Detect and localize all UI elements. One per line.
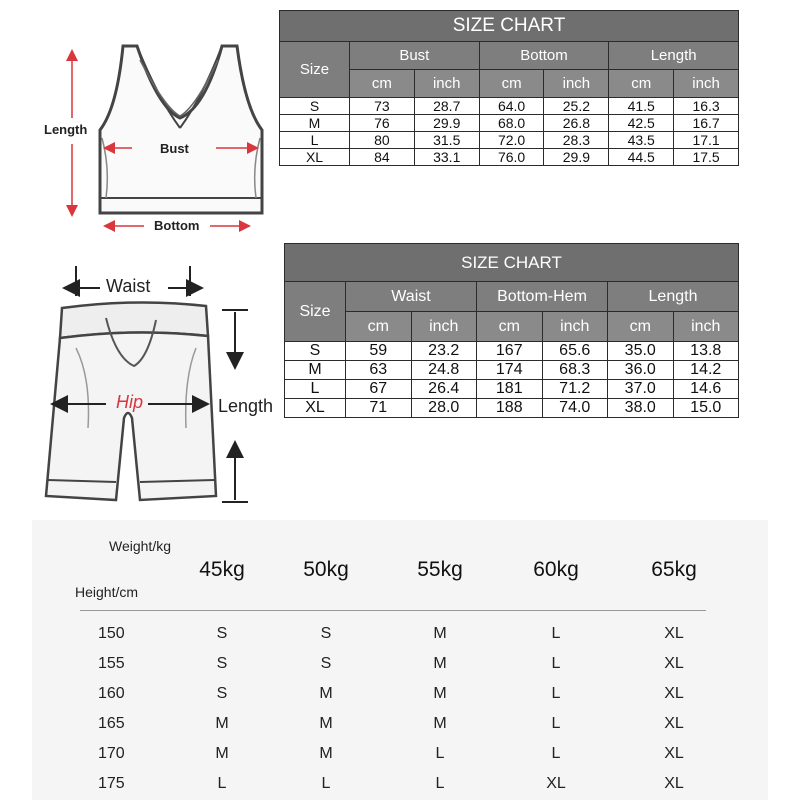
top-unit-header: cm bbox=[609, 70, 674, 98]
top-value-cell: 76.0 bbox=[479, 149, 544, 166]
bottom-size-cell: XL bbox=[285, 399, 346, 418]
height-cell: 160 bbox=[98, 685, 125, 702]
top-unit-header: cm bbox=[479, 70, 544, 98]
recommended-size-cell: S bbox=[216, 655, 228, 672]
top-value-cell: 72.0 bbox=[479, 132, 544, 149]
recommended-size-cell: M bbox=[319, 745, 333, 762]
bottom-table-row bbox=[285, 361, 739, 380]
bottom-size-table bbox=[284, 243, 739, 418]
bottom-size-cell: S bbox=[285, 342, 346, 361]
top-value-cell: 84 bbox=[350, 149, 415, 166]
shorts-diagram bbox=[36, 258, 286, 508]
bottom-table-row bbox=[285, 342, 739, 361]
shorts-hip-label: Hip bbox=[116, 392, 144, 412]
recommended-size-cell: XL bbox=[664, 745, 684, 762]
recommended-size-cell: L bbox=[321, 775, 331, 792]
weight-header: 45kg bbox=[199, 558, 245, 581]
bottom-value-cell: 67 bbox=[346, 380, 412, 399]
bottom-group-header: Length bbox=[608, 282, 739, 312]
bottom-table-row bbox=[285, 380, 739, 399]
bottom-value-cell: 63 bbox=[346, 361, 412, 380]
top-table-row bbox=[280, 149, 739, 166]
shorts-length-label: Length bbox=[218, 396, 274, 416]
top-size-cell: S bbox=[280, 98, 350, 115]
top-value-cell: 16.7 bbox=[674, 115, 739, 132]
bottom-unit-header: cm bbox=[346, 312, 412, 342]
top-value-cell: 43.5 bbox=[609, 132, 674, 149]
bottom-value-cell: 74.0 bbox=[542, 399, 608, 418]
recommended-size-cell: XL bbox=[664, 655, 684, 672]
bottom-table-title: SIZE CHART bbox=[285, 244, 739, 282]
recommended-size-cell: XL bbox=[664, 625, 684, 642]
top-table-row bbox=[280, 98, 739, 115]
grid-divider bbox=[80, 610, 706, 611]
recommended-size-cell: M bbox=[433, 655, 447, 672]
bottom-unit-header: cm bbox=[608, 312, 674, 342]
bottom-value-cell: 188 bbox=[477, 399, 543, 418]
recommended-size-cell: XL bbox=[664, 715, 684, 732]
top-unit-header: inch bbox=[414, 70, 479, 98]
bottom-value-cell: 174 bbox=[477, 361, 543, 380]
recommended-size-cell: M bbox=[433, 715, 447, 732]
top-value-cell: 26.8 bbox=[544, 115, 609, 132]
bottom-value-cell: 59 bbox=[346, 342, 412, 361]
recommended-size-cell: S bbox=[216, 685, 228, 702]
top-value-cell: 41.5 bbox=[609, 98, 674, 115]
top-value-cell: 64.0 bbox=[479, 98, 544, 115]
bottom-value-cell: 24.8 bbox=[411, 361, 477, 380]
bottom-value-cell: 68.3 bbox=[542, 361, 608, 380]
top-table-row bbox=[280, 115, 739, 132]
bottom-unit-header: inch bbox=[411, 312, 477, 342]
bottom-size-cell: M bbox=[285, 361, 346, 380]
recommended-size-cell: XL bbox=[546, 775, 566, 792]
height-cell: 165 bbox=[98, 715, 125, 732]
bottom-value-cell: 36.0 bbox=[608, 361, 674, 380]
top-unit-header: inch bbox=[674, 70, 739, 98]
bottom-unit-header: cm bbox=[477, 312, 543, 342]
weight-header: 60kg bbox=[533, 558, 579, 581]
recommended-size-cell: L bbox=[551, 745, 561, 762]
recommended-size-cell: M bbox=[215, 745, 229, 762]
top-table-row bbox=[280, 132, 739, 149]
recommended-size-cell: XL bbox=[664, 775, 684, 792]
recommended-size-cell: L bbox=[551, 625, 561, 642]
top-value-cell: 42.5 bbox=[609, 115, 674, 132]
top-unit-header: cm bbox=[350, 70, 415, 98]
recommended-size-cell: L bbox=[551, 685, 561, 702]
bra-bust-label: Bust bbox=[160, 141, 189, 156]
height-axis-label: Height/cm bbox=[75, 584, 139, 600]
top-value-cell: 28.3 bbox=[544, 132, 609, 149]
bottom-value-cell: 71.2 bbox=[542, 380, 608, 399]
bottom-size-header: Size bbox=[285, 282, 346, 342]
recommended-size-cell: XL bbox=[664, 685, 684, 702]
weight-header: 65kg bbox=[651, 558, 697, 581]
bottom-value-cell: 167 bbox=[477, 342, 543, 361]
weight-header: 55kg bbox=[417, 558, 463, 581]
bottom-value-cell: 26.4 bbox=[411, 380, 477, 399]
top-value-cell: 28.7 bbox=[414, 98, 479, 115]
recommended-size-cell: S bbox=[320, 625, 332, 642]
top-value-cell: 16.3 bbox=[674, 98, 739, 115]
height-cell: 155 bbox=[98, 655, 125, 672]
bottom-group-header: Waist bbox=[346, 282, 477, 312]
top-value-cell: 31.5 bbox=[414, 132, 479, 149]
bottom-unit-header: inch bbox=[542, 312, 608, 342]
shorts-outline bbox=[36, 258, 286, 508]
top-value-cell: 29.9 bbox=[544, 149, 609, 166]
top-size-table bbox=[279, 10, 739, 166]
weight-axis-label: Weight/kg bbox=[109, 538, 171, 554]
size-recommendation-grid bbox=[32, 520, 768, 800]
top-value-cell: 76 bbox=[350, 115, 415, 132]
bottom-value-cell: 14.2 bbox=[673, 361, 739, 380]
top-value-cell: 80 bbox=[350, 132, 415, 149]
height-cell: 175 bbox=[98, 775, 125, 792]
recommended-size-cell: M bbox=[319, 685, 333, 702]
top-size-header: Size bbox=[280, 42, 350, 98]
bottom-size-cell: L bbox=[285, 380, 346, 399]
bottom-value-cell: 23.2 bbox=[411, 342, 477, 361]
top-size-cell: L bbox=[280, 132, 350, 149]
top-size-cell: M bbox=[280, 115, 350, 132]
bottom-value-cell: 181 bbox=[477, 380, 543, 399]
top-group-header: Length bbox=[609, 42, 739, 70]
bottom-group-header: Bottom-Hem bbox=[477, 282, 608, 312]
top-value-cell: 44.5 bbox=[609, 149, 674, 166]
top-group-header: Bottom bbox=[479, 42, 609, 70]
recommended-size-cell: L bbox=[435, 745, 445, 762]
bra-bottom-label: Bottom bbox=[154, 218, 200, 233]
recommended-size-cell: M bbox=[215, 715, 229, 732]
top-value-cell: 73 bbox=[350, 98, 415, 115]
shorts-waist-label: Waist bbox=[106, 276, 151, 296]
bottom-value-cell: 65.6 bbox=[542, 342, 608, 361]
top-value-cell: 17.5 bbox=[674, 149, 739, 166]
bra-diagram bbox=[40, 38, 275, 238]
bottom-value-cell: 13.8 bbox=[673, 342, 739, 361]
height-cell: 150 bbox=[98, 625, 125, 642]
bottom-value-cell: 37.0 bbox=[608, 380, 674, 399]
bottom-value-cell: 15.0 bbox=[673, 399, 739, 418]
top-group-header: Bust bbox=[350, 42, 480, 70]
top-value-cell: 17.1 bbox=[674, 132, 739, 149]
bottom-table-row bbox=[285, 399, 739, 418]
bottom-value-cell: 28.0 bbox=[411, 399, 477, 418]
recommended-size-cell: L bbox=[551, 715, 561, 732]
top-value-cell: 33.1 bbox=[414, 149, 479, 166]
recommended-size-cell: M bbox=[433, 685, 447, 702]
recommended-size-cell: L bbox=[435, 775, 445, 792]
top-size-cell: XL bbox=[280, 149, 350, 166]
recommended-size-cell: L bbox=[217, 775, 227, 792]
height-cell: 170 bbox=[98, 745, 125, 762]
top-value-cell: 29.9 bbox=[414, 115, 479, 132]
bra-length-label: Length bbox=[44, 122, 88, 137]
recommended-size-cell: L bbox=[551, 655, 561, 672]
bottom-unit-header: inch bbox=[673, 312, 739, 342]
bottom-value-cell: 14.6 bbox=[673, 380, 739, 399]
bra-outline bbox=[40, 38, 275, 238]
bottom-value-cell: 71 bbox=[346, 399, 412, 418]
recommended-size-cell: S bbox=[216, 625, 228, 642]
top-unit-header: inch bbox=[544, 70, 609, 98]
top-value-cell: 25.2 bbox=[544, 98, 609, 115]
recommended-size-cell: M bbox=[433, 625, 447, 642]
top-value-cell: 68.0 bbox=[479, 115, 544, 132]
weight-header: 50kg bbox=[303, 558, 349, 581]
top-table-title: SIZE CHART bbox=[280, 11, 739, 42]
bottom-value-cell: 38.0 bbox=[608, 399, 674, 418]
bottom-value-cell: 35.0 bbox=[608, 342, 674, 361]
recommended-size-cell: S bbox=[320, 655, 332, 672]
recommended-size-cell: M bbox=[319, 715, 333, 732]
